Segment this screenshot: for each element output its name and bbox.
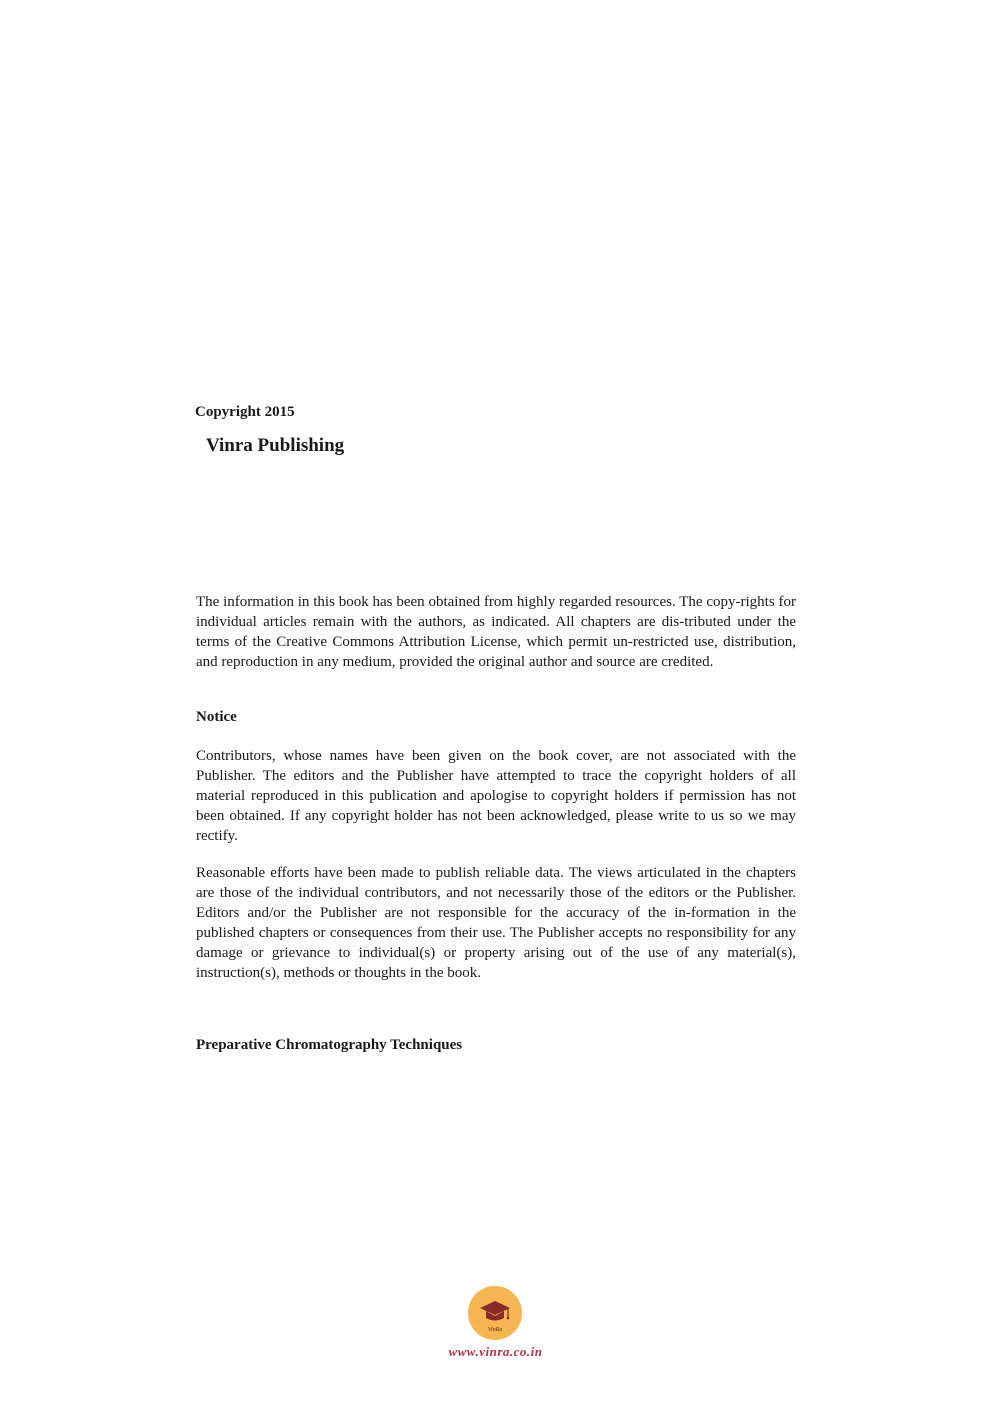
graduation-cap-icon — [468, 1286, 522, 1340]
publisher-logo — [468, 1286, 522, 1340]
copyright-line: Copyright 2015 — [195, 404, 295, 420]
book-title: Preparative Chromatography Techniques — [196, 1037, 463, 1053]
logo-text: VinRa — [487, 1327, 503, 1333]
notice-heading: Notice — [196, 709, 237, 725]
intro-paragraph: The information in this book has been obtained from highly regarded resources. The copy-rights for individual articles remain with the authors, as indicated. All chapters are dis-tributed under the terms of the Creative Commons Attribution License, which permit un-restricted use, distribution, and reproduction in any medium, provided the original author and source are credited. — [196, 594, 796, 670]
notice-paragraph-disclaimer: Reasonable efforts have been made to publish reliable data. The views articulated in the chapters are those of the individual contributors, and not necessarily those of the editors or the Publisher. Editors and/or the Publisher are not responsible for the accuracy of the in-formation in the published chapters or consequences from their use. The Publisher accepts no responsibility for any damage or grievance to individual(s) or property arising out of the use of any material(s), instruction(s), methods or thoughts in the book. — [196, 865, 796, 981]
publisher-name: Vinra Publishing — [206, 435, 345, 456]
website-link[interactable]: www.vinra.co.in — [448, 1344, 543, 1359]
notice-paragraph-contributors: Contributors, whose names have been given on the book cover, are not associated with the Publisher. The editors and the Publisher have attempted to trace the copyright holders of all material reproduced in this publication and apologise to copyright holders if permission has not been obtained. If any copyright holder has not been acknowledged, please write to us so we may rectify. — [196, 748, 796, 844]
